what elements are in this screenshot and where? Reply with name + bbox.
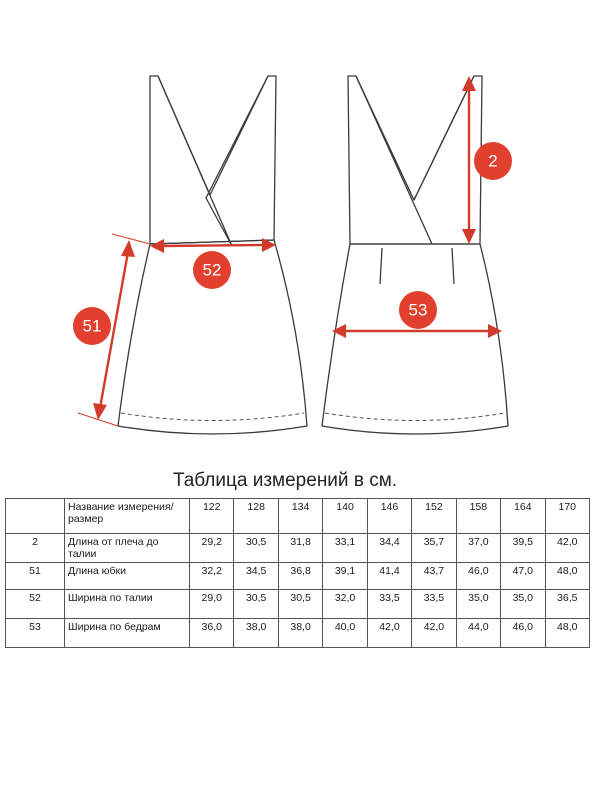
badge-52-label: 52 — [202, 260, 222, 280]
header-size-cell: 140 — [323, 499, 367, 534]
value-cell: 29,2 — [190, 534, 234, 563]
table-row — [6, 590, 590, 619]
header-size-cell: 122 — [190, 499, 234, 534]
value-cell: 38,0 — [278, 619, 322, 648]
badge-53-label: 53 — [408, 300, 428, 320]
badge-51-label: 51 — [82, 316, 102, 336]
badge-2 — [474, 142, 512, 180]
front-hem-stitch — [121, 413, 304, 421]
header-size-cell: 158 — [456, 499, 500, 534]
back-wrap-panel — [356, 76, 474, 244]
value-cell: 36,5 — [545, 590, 590, 619]
measurement-table — [5, 498, 590, 648]
back-hem-stitch — [325, 413, 505, 421]
value-cell: 36,8 — [278, 563, 322, 590]
row-code-cell: 2 — [6, 534, 65, 563]
value-cell: 34,4 — [367, 534, 411, 563]
value-cell: 32,0 — [323, 590, 367, 619]
value-cell: 42,0 — [545, 534, 590, 563]
value-cell: 30,5 — [234, 534, 278, 563]
row-code-cell: 51 — [6, 563, 65, 590]
shoulder-to-waist-arrow — [462, 76, 476, 244]
value-cell: 46,0 — [456, 563, 500, 590]
front-wrap-right-panel — [206, 76, 268, 246]
front-wrap-left-panel — [158, 76, 232, 246]
value-cell: 44,0 — [456, 619, 500, 648]
value-cell: 30,5 — [278, 590, 322, 619]
header-name-cell: Название измерения/размер — [65, 499, 190, 534]
value-cell: 34,5 — [234, 563, 278, 590]
badge-53 — [399, 291, 437, 329]
value-cell: 47,0 — [501, 563, 545, 590]
value-cell: 33,5 — [412, 590, 456, 619]
row-code-cell: 53 — [6, 619, 65, 648]
row-name-cell: Ширина по талии — [65, 590, 190, 619]
value-cell: 30,5 — [234, 590, 278, 619]
header-size-cell: 146 — [367, 499, 411, 534]
header-size-cell: 164 — [501, 499, 545, 534]
back-skirt-outline — [322, 244, 508, 434]
value-cell: 48,0 — [545, 619, 590, 648]
value-cell: 33,5 — [367, 590, 411, 619]
table-row — [6, 619, 590, 648]
value-cell: 36,0 — [190, 619, 234, 648]
header-size-cell: 170 — [545, 499, 590, 534]
value-cell: 29,0 — [190, 590, 234, 619]
table-row — [6, 563, 590, 590]
value-cell: 48,0 — [545, 563, 590, 590]
value-cell: 41,4 — [367, 563, 411, 590]
badge-51 — [73, 307, 111, 345]
value-cell: 31,8 — [278, 534, 322, 563]
back-right-dart — [452, 248, 454, 284]
value-cell: 43,7 — [412, 563, 456, 590]
value-cell: 37,0 — [456, 534, 500, 563]
value-cell: 35,7 — [412, 534, 456, 563]
table-header-row — [6, 499, 590, 534]
header-size-cell: 152 — [412, 499, 456, 534]
value-cell: 46,0 — [501, 619, 545, 648]
value-cell: 39,1 — [323, 563, 367, 590]
value-cell: 35,0 — [456, 590, 500, 619]
row-code-cell: 52 — [6, 590, 65, 619]
value-cell: 40,0 — [323, 619, 367, 648]
row-name-cell: Ширина по бедрам — [65, 619, 190, 648]
table-title: Таблица измерений в см. — [172, 470, 398, 491]
value-cell: 38,0 — [234, 619, 278, 648]
back-left-dart — [380, 248, 382, 284]
header-size-cell: 134 — [278, 499, 322, 534]
value-cell: 33,1 — [323, 534, 367, 563]
back-view — [322, 76, 508, 434]
value-cell: 32,2 — [190, 563, 234, 590]
row-name-cell: Длина юбки — [65, 563, 190, 590]
header-size-cell: 128 — [234, 499, 278, 534]
value-cell: 35,0 — [501, 590, 545, 619]
badge-2-label: 2 — [488, 151, 498, 171]
value-cell: 39,5 — [501, 534, 545, 563]
value-cell: 42,0 — [412, 619, 456, 648]
value-cell: 42,0 — [367, 619, 411, 648]
header-code-cell — [6, 499, 65, 534]
row-name-cell: Длина от плеча до талии — [65, 534, 190, 563]
badge-52 — [193, 251, 231, 289]
table-row — [6, 534, 590, 563]
